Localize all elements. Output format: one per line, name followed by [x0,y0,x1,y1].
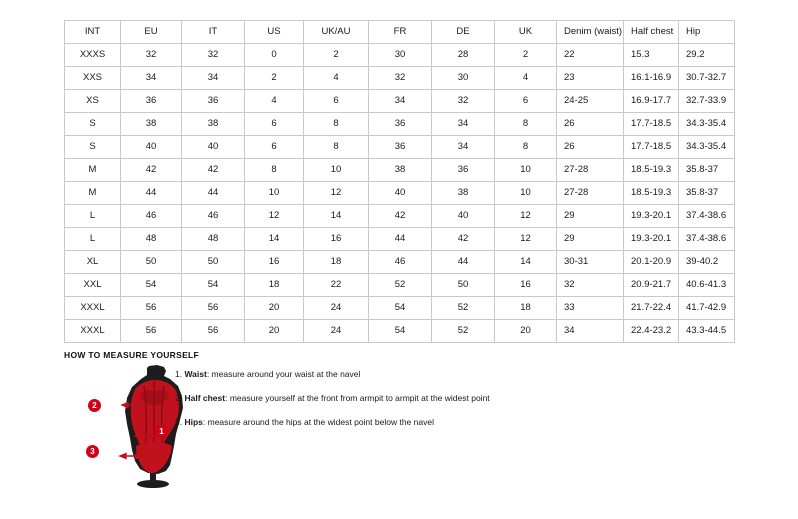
cell-it: 44 [182,182,245,205]
column-header-uk: UK [495,21,557,44]
cell-denim-waist: 34 [557,320,624,343]
table-row [65,205,735,228]
badge-waist: 1 [155,425,168,438]
cell-hip: 43.3-44.5 [679,320,735,343]
cell-it: 42 [182,159,245,182]
cell-half-chest: 18.5-19.3 [624,182,679,205]
cell-denim-waist: 33 [557,297,624,320]
table-header-row [65,21,735,44]
cell-uk-au: 24 [304,320,369,343]
cell-uk: 16 [495,274,557,297]
instruction-text: : measure around the hips at the widest point below the navel [202,417,434,427]
cell-it: 34 [182,67,245,90]
cell-it: 48 [182,228,245,251]
cell-de: 34 [432,113,495,136]
cell-us: 16 [245,251,304,274]
cell-eu: 40 [121,136,182,159]
cell-int: L [65,228,121,251]
table-row [65,90,735,113]
cell-uk: 8 [495,113,557,136]
cell-denim-waist: 26 [557,113,624,136]
cell-it: 50 [182,251,245,274]
cell-fr: 42 [369,205,432,228]
table-row [65,44,735,67]
cell-uk: 18 [495,297,557,320]
cell-fr: 32 [369,67,432,90]
cell-it: 46 [182,205,245,228]
cell-hip: 41.7-42.9 [679,297,735,320]
cell-uk: 2 [495,44,557,67]
cell-denim-waist: 22 [557,44,624,67]
cell-it: 54 [182,274,245,297]
table-row [65,228,735,251]
cell-us: 0 [245,44,304,67]
cell-uk: 14 [495,251,557,274]
cell-int: XXL [65,274,121,297]
cell-us: 14 [245,228,304,251]
instruction-text: : measure around your waist at the navel [206,369,361,379]
table-row [65,67,735,90]
cell-int: M [65,182,121,205]
cell-fr: 36 [369,113,432,136]
cell-eu: 46 [121,205,182,228]
cell-hip: 39-40.2 [679,251,735,274]
cell-us: 20 [245,297,304,320]
cell-half-chest: 19.3-20.1 [624,205,679,228]
cell-fr: 54 [369,297,432,320]
cell-hip: 35.8-37 [679,159,735,182]
cell-denim-waist: 29 [557,205,624,228]
cell-uk-au: 22 [304,274,369,297]
cell-hip: 34.3-35.4 [679,136,735,159]
cell-uk-au: 24 [304,297,369,320]
cell-uk-au: 14 [304,205,369,228]
cell-uk: 10 [495,159,557,182]
column-header-fr: FR [369,21,432,44]
table-row [65,297,735,320]
cell-de: 38 [432,182,495,205]
cell-hip: 40.6-41.3 [679,274,735,297]
cell-uk: 10 [495,182,557,205]
cell-de: 52 [432,297,495,320]
cell-half-chest: 17.7-18.5 [624,136,679,159]
cell-half-chest: 20.1-20.9 [624,251,679,274]
cell-eu: 48 [121,228,182,251]
cell-de: 44 [432,251,495,274]
cell-int: L [65,205,121,228]
column-header-hip: Hip [679,21,735,44]
table-row [65,320,735,343]
column-header-it: IT [182,21,245,44]
cell-denim-waist: 27-28 [557,159,624,182]
cell-eu: 38 [121,113,182,136]
cell-it: 56 [182,320,245,343]
column-header-int: INT [65,21,121,44]
cell-eu: 32 [121,44,182,67]
cell-int: M [65,159,121,182]
table-row [65,113,735,136]
instruction-number: 1. [175,369,183,379]
instruction-text: : measure yourself at the front from armpit to armpit at the widest point [225,393,490,403]
cell-half-chest: 15.3 [624,44,679,67]
cell-de: 40 [432,205,495,228]
cell-int: XXXS [65,44,121,67]
cell-eu: 42 [121,159,182,182]
column-header-half-chest: Half chest [624,21,679,44]
cell-uk-au: 4 [304,67,369,90]
cell-denim-waist: 27-28 [557,182,624,205]
instruction-term: Waist [184,369,207,379]
cell-int: S [65,113,121,136]
cell-int: XXXL [65,320,121,343]
size-chart-container [64,20,734,343]
cell-denim-waist: 30-31 [557,251,624,274]
column-header-de: DE [432,21,495,44]
cell-uk: 12 [495,228,557,251]
cell-eu: 54 [121,274,182,297]
size-chart-table [64,20,735,343]
instruction-waist [175,368,595,380]
cell-fr: 54 [369,320,432,343]
cell-fr: 38 [369,159,432,182]
cell-int: S [65,136,121,159]
cell-uk-au: 10 [304,159,369,182]
cell-fr: 44 [369,228,432,251]
cell-us: 4 [245,90,304,113]
cell-fr: 40 [369,182,432,205]
cell-uk: 12 [495,205,557,228]
cell-de: 36 [432,159,495,182]
cell-uk: 8 [495,136,557,159]
cell-half-chest: 16.1-16.9 [624,67,679,90]
cell-de: 52 [432,320,495,343]
cell-uk: 4 [495,67,557,90]
cell-int: XXS [65,67,121,90]
cell-int: XXXL [65,297,121,320]
cell-eu: 56 [121,297,182,320]
table-row [65,136,735,159]
instruction-term: Half chest [184,393,226,403]
cell-uk-au: 16 [304,228,369,251]
measure-instructions [175,368,595,440]
cell-it: 36 [182,90,245,113]
cell-de: 30 [432,67,495,90]
cell-eu: 36 [121,90,182,113]
table-row [65,159,735,182]
cell-int: XL [65,251,121,274]
cell-denim-waist: 24-25 [557,90,624,113]
cell-us: 12 [245,205,304,228]
table-row [65,251,735,274]
cell-hip: 32.7-33.9 [679,90,735,113]
cell-fr: 46 [369,251,432,274]
cell-eu: 50 [121,251,182,274]
cell-half-chest: 19.3-20.1 [624,228,679,251]
cell-it: 40 [182,136,245,159]
instruction-number: 3. [175,417,183,427]
cell-uk: 20 [495,320,557,343]
cell-uk-au: 6 [304,90,369,113]
cell-uk-au: 18 [304,251,369,274]
cell-hip: 29.2 [679,44,735,67]
cell-hip: 30.7-32.7 [679,67,735,90]
cell-half-chest: 22.4-23.2 [624,320,679,343]
cell-hip: 34.3-35.4 [679,113,735,136]
column-header-eu: EU [121,21,182,44]
cell-uk-au: 2 [304,44,369,67]
instruction-term: Hips [184,417,203,427]
cell-half-chest: 20.9-21.7 [624,274,679,297]
cell-denim-waist: 23 [557,67,624,90]
cell-us: 2 [245,67,304,90]
cell-uk-au: 12 [304,182,369,205]
cell-int: XS [65,90,121,113]
cell-de: 50 [432,274,495,297]
cell-it: 38 [182,113,245,136]
table-row [65,274,735,297]
cell-denim-waist: 26 [557,136,624,159]
cell-us: 20 [245,320,304,343]
cell-us: 6 [245,136,304,159]
instruction-number: 2. [175,393,183,403]
instruction-hips [175,416,595,428]
cell-fr: 30 [369,44,432,67]
column-header-uk-au: UK/AU [304,21,369,44]
cell-us: 18 [245,274,304,297]
cell-half-chest: 18.5-19.3 [624,159,679,182]
instruction-half-chest [175,392,595,404]
how-to-measure-title: HOW TO MEASURE YOURSELF [64,350,200,360]
badge-half-chest: 2 [88,399,101,412]
cell-de: 34 [432,136,495,159]
cell-uk-au: 8 [304,136,369,159]
cell-fr: 36 [369,136,432,159]
cell-uk: 6 [495,90,557,113]
cell-hip: 37.4-38.6 [679,228,735,251]
cell-eu: 44 [121,182,182,205]
cell-denim-waist: 29 [557,228,624,251]
table-row [65,182,735,205]
cell-us: 8 [245,159,304,182]
cell-it: 56 [182,297,245,320]
cell-us: 6 [245,113,304,136]
cell-eu: 34 [121,67,182,90]
cell-it: 32 [182,44,245,67]
cell-fr: 52 [369,274,432,297]
cell-half-chest: 21.7-22.4 [624,297,679,320]
cell-fr: 34 [369,90,432,113]
cell-hip: 35.8-37 [679,182,735,205]
column-header-denim-waist: Denim (waist) [557,21,624,44]
column-header-us: US [245,21,304,44]
cell-uk-au: 8 [304,113,369,136]
cell-half-chest: 17.7-18.5 [624,113,679,136]
cell-de: 42 [432,228,495,251]
cell-denim-waist: 32 [557,274,624,297]
badge-hips: 3 [86,445,99,458]
cell-half-chest: 16.9-17.7 [624,90,679,113]
cell-hip: 37.4-38.6 [679,205,735,228]
cell-de: 32 [432,90,495,113]
cell-de: 28 [432,44,495,67]
cell-us: 10 [245,182,304,205]
cell-eu: 56 [121,320,182,343]
